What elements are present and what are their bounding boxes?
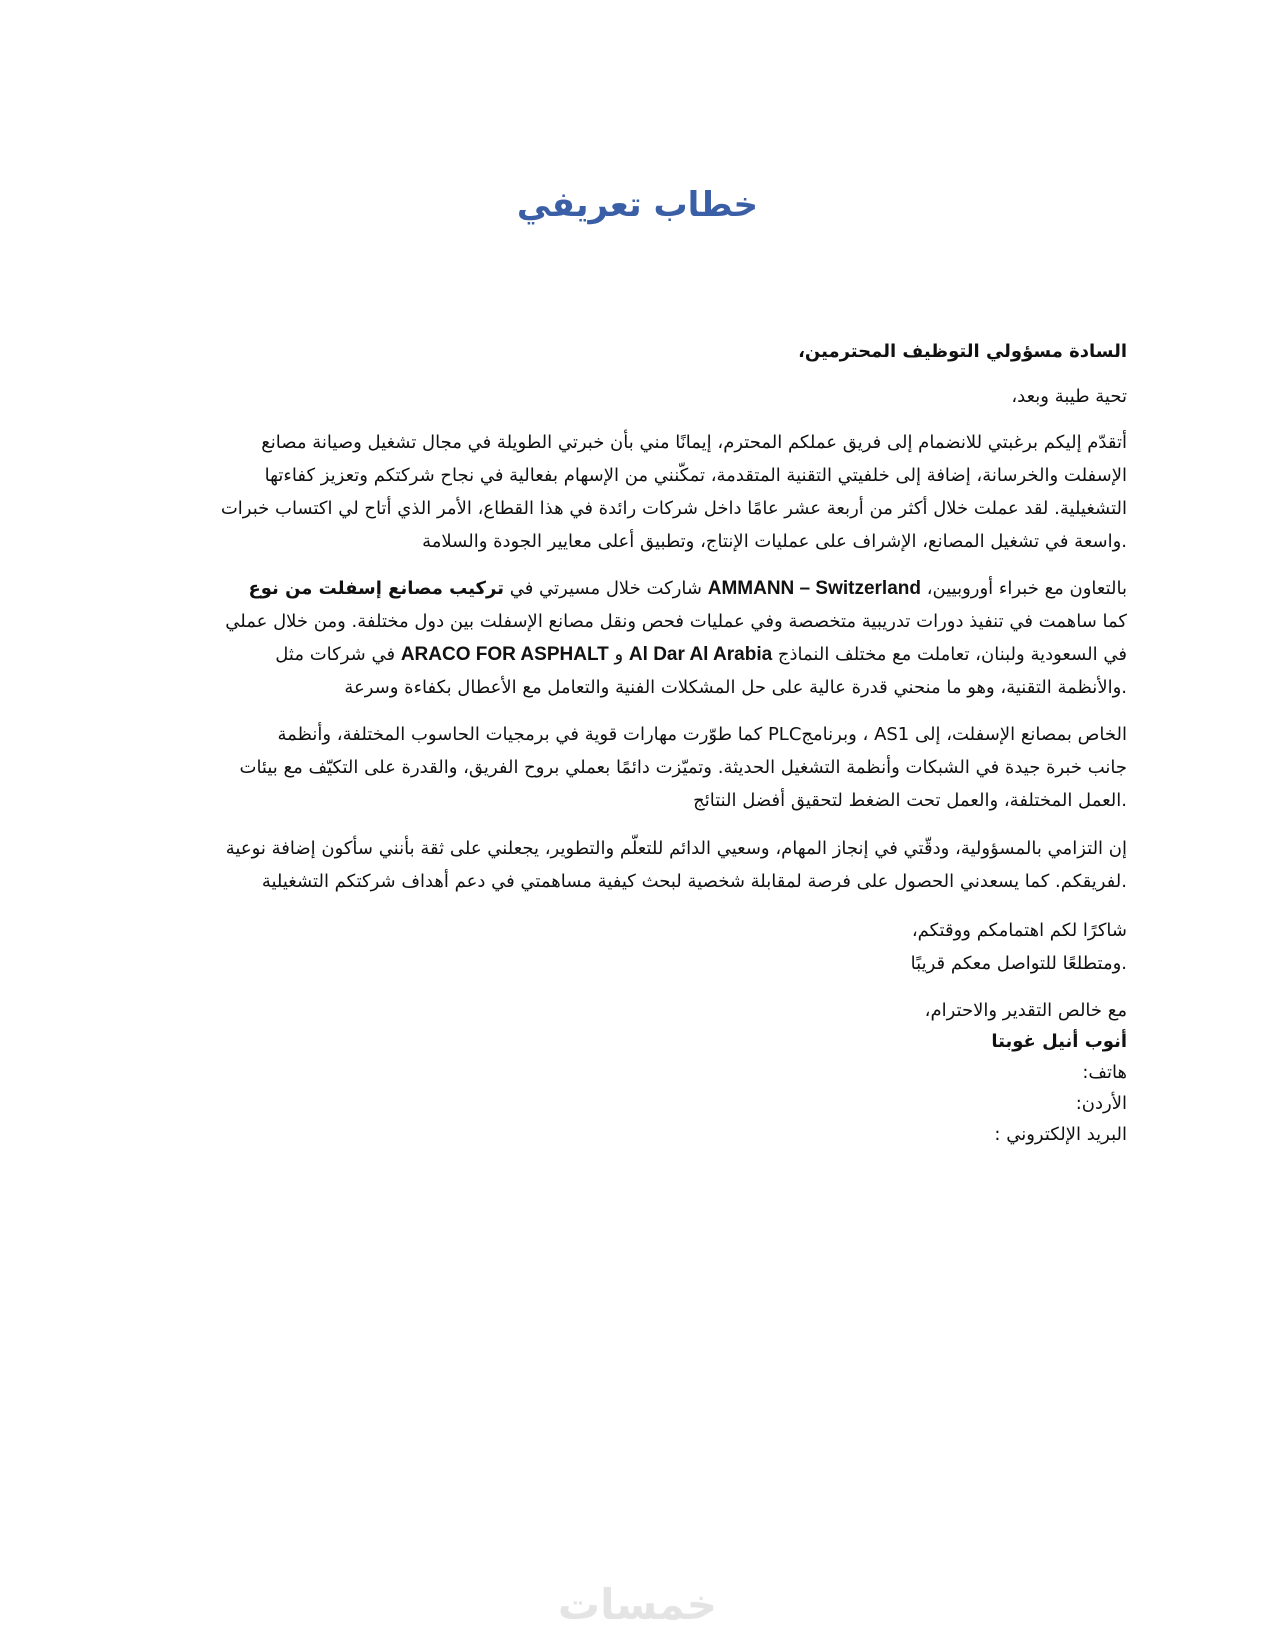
paragraph-line [147,638,1127,671]
paragraph-line: .واسعة في تشغيل المصانع، الإشراف على عمليات الإنتاج، وتطبيق أعلى معايير الجودة والسلامة [422,531,1127,552]
text-span: شاركت خلال مسيرتي في [503,578,702,599]
paragraph-line: الخاص بمصانع الإسفلت، إلى AS1 ، وبرنامجPLC كما طوّرت مهارات قوية في برمجيات الحاسوب المختلفة، وأنظمة [277,724,1127,745]
thanks-line: .ومتطلعًا للتواصل معكم قريبًا [910,953,1127,974]
paragraph-introduction [147,426,1127,558]
paragraph-line: .لفريقكم. كما يسعدني الحصول على فرصة لمقابلة شخصية لبحث كيفية مساهمتي في دعم أهداف شركتكم التشغيلية [261,871,1127,892]
paragraph-skills [147,718,1127,817]
paragraph-line: .العمل المختلفة، والعمل تحت الضغط لتحقيق أفضل النتائج [693,790,1127,811]
thanks-block [147,914,1127,980]
brand-araco: ARACO FOR ASPHALT [400,644,609,665]
brand-ammann: AMMANN – Switzerland [707,578,921,599]
paragraph-experience [147,572,1127,704]
paragraph-line: جانب خبرة جيدة في الشبكات وأنظمة التشغيل الحديثة. وتميّزت دائمًا بعملي بروح الفريق، والقدرة على التكيّف مع بيئات [239,757,1127,778]
paragraph-line: التشغيلية. لقد عملت خلال أكثر من أربعة عشر عامًا داخل شركات رائدة في هذا القطاع، الأمر الذي أتاح لي اكتساب خبرات [220,498,1127,519]
text-span: بالتعاون مع خبراء أوروبيين، [920,578,1127,599]
text-bold-span: تركيب مصانع إسفلت من نوع [248,578,504,599]
closing: مع خالص التقدير والاحترام، [924,1000,1127,1021]
paragraph-line: الإسفلت والخرسانة، إضافة إلى خلفيتي التقنية المتقدمة، تمكّنني من الإسهام بفعالية في نجاح شركتكم وتعزيز كفاءتها [264,465,1127,486]
greeting: تحية طيبة وبعد، [1011,386,1127,407]
thanks-line: شاكرًا لكم اهتمامكم ووقتكم، [911,920,1127,941]
signature-block [147,995,1127,1150]
phone-label: هاتف: [1082,1062,1127,1083]
text-span: في شركات مثل [275,644,396,665]
text-span: و [614,644,624,665]
letter-title: خطاب تعريفي [516,185,759,225]
country-label: الأردن: [1075,1093,1127,1114]
paragraph-line: إن التزامي بالمسؤولية، ودقّتي في إنجاز المهام، وسعيي الدائم للتعلّم والتطوير، يجعلني على ثقة بأنني سأكون إضافة نوعية [225,838,1127,859]
text-span: في السعودية ولبنان، تعاملت مع مختلف النماذج [772,644,1127,665]
paragraph-line: كما ساهمت في تنفيذ دورات تدريبية متخصصة وفي عمليات فحص ونقل مصانع الإسفلت بين دول مختلفة. ومن خلال عملي [225,611,1127,632]
paragraph-line: .والأنظمة التقنية، وهو ما منحني قدرة عالية على حل المشكلات الفنية والتعامل مع الأعطال بكفاءة وسرعة [344,677,1127,698]
paragraph-commitment [147,832,1127,898]
paragraph-line [147,572,1127,605]
salutation: السادة مسؤولي التوظيف المحترمين، [798,341,1127,362]
email-label: البريد الإلكتروني : [994,1124,1127,1145]
brand-al-dar: Al Dar Al Arabia [628,644,773,665]
watermark-logo: خمسات [557,1580,718,1629]
signature-name: أنوب أنيل غوبتا [991,1031,1127,1052]
paragraph-line: أتقدّم إليكم برغبتي للانضمام إلى فريق عملكم المحترم، إيمانًا مني بأن خبرتي الطويلة في مجال تشغيل وصيانة مصانع [261,432,1127,453]
